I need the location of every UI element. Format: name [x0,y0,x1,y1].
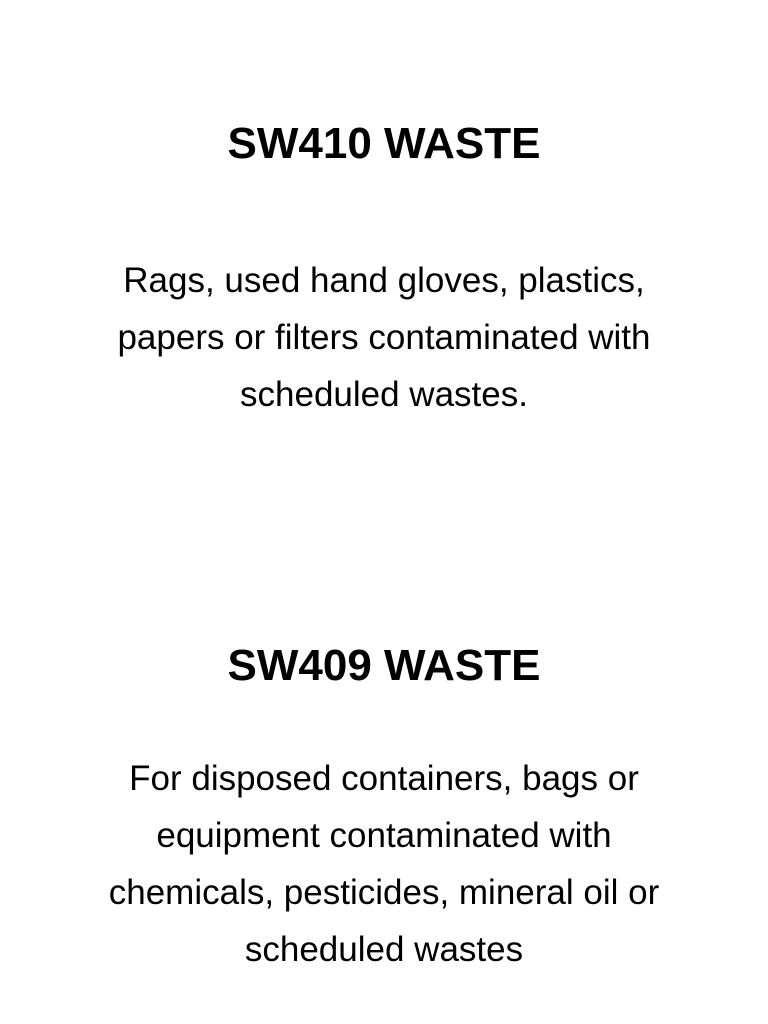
sw410-line-2: papers or filters contaminated with [117,318,651,357]
sw410-line-1: Rags, used hand gloves, plastics, [123,261,645,300]
sw409-line-1: For disposed containers, bags or [129,759,639,798]
sw409-line-4: scheduled wastes [244,930,524,969]
sw409-description-text [54,750,714,978]
sw410-description [0,252,768,423]
sw410-line-3: scheduled wastes. [240,375,528,414]
sw410-section-heading-wrap [0,118,768,170]
sw409-section-heading-wrap [0,640,768,692]
sw409-heading: SW409 WASTE [227,641,541,690]
sw410-heading: SW410 WASTE [227,119,541,168]
sw410-description-text [54,252,714,423]
sw409-line-3: chemicals, pesticides, mineral oil or [108,873,660,912]
sw409-description [0,750,768,978]
sw409-line-2: equipment contaminated with [156,816,612,855]
